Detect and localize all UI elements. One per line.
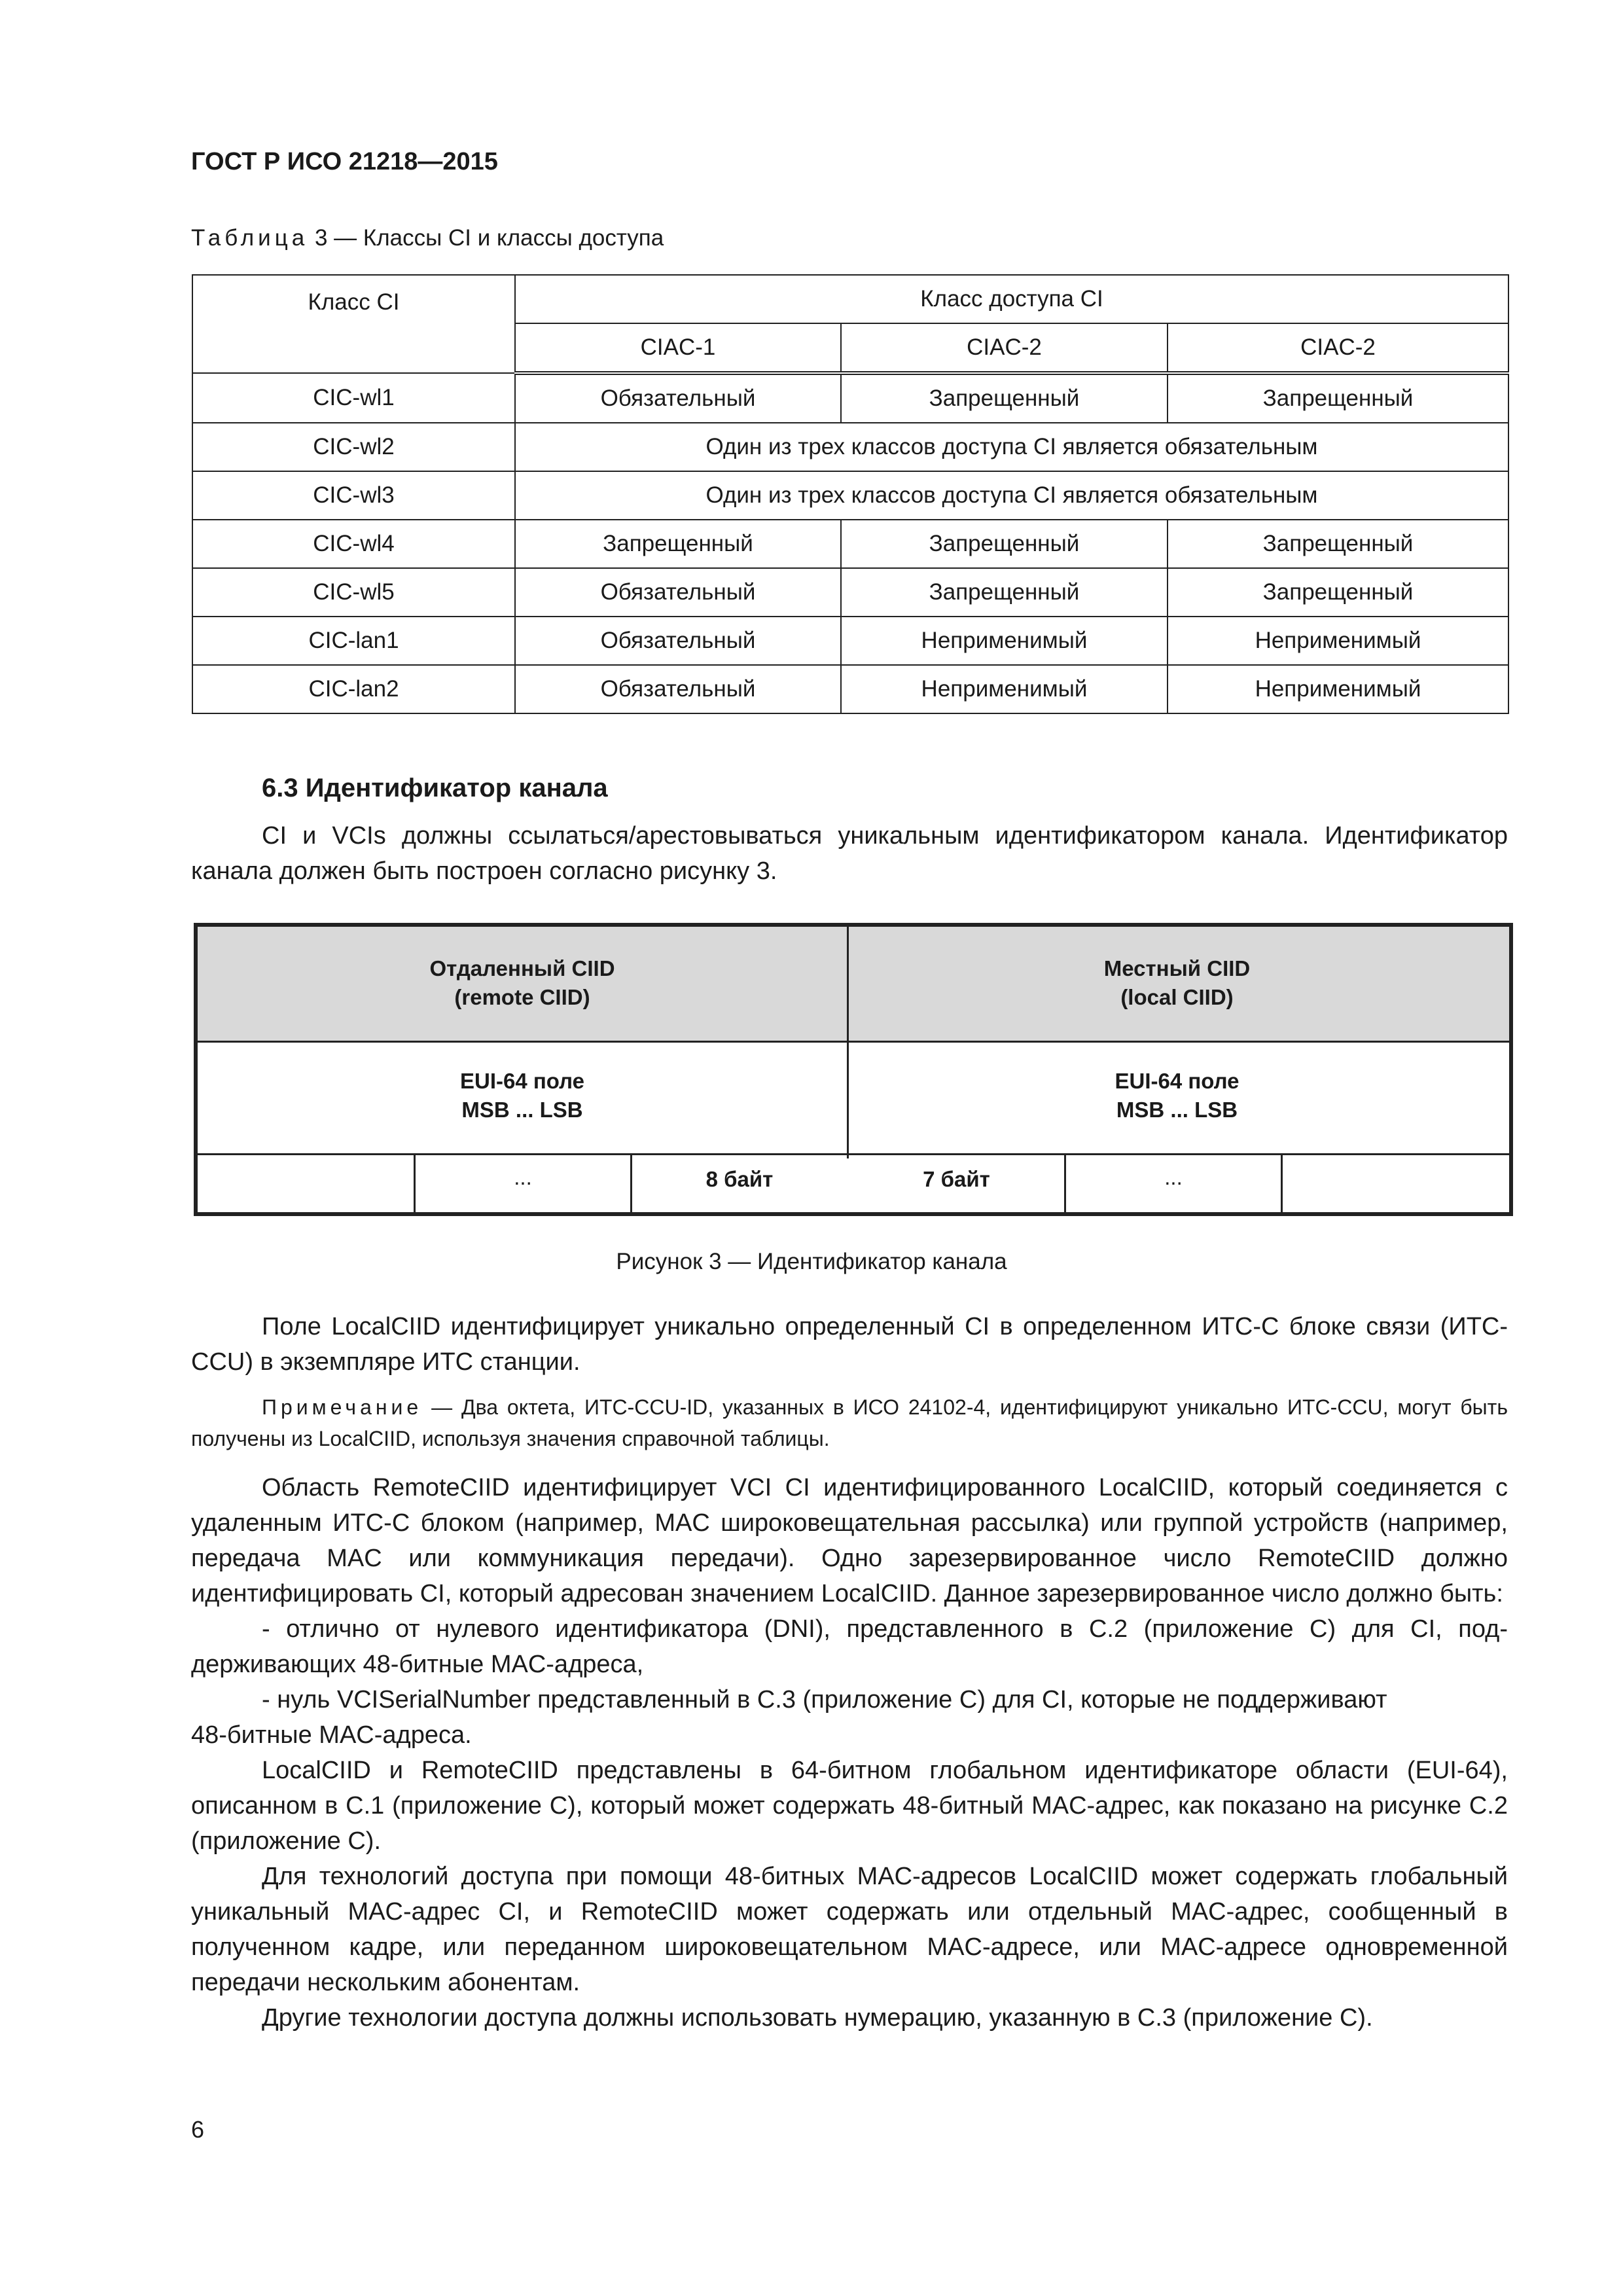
subheader-ciac: CIAC-2 [1168,323,1508,373]
paragraph: LocalCIID и RemoteCIID представлены в 64-битном глобальном идентификаторе области (EUI-64), описанном в С.1 (приложение С), который может содержать 48-битный MAC-адрес, как показано на рисунке С.2 (приложение С). [191,1757,1508,1855]
remote-eui64-field [198,1067,847,1124]
remote-ciid-title: Отдаленный CIID [429,956,615,980]
eui64-field-range: MSB ... LSB [461,1098,583,1122]
row-class: CIC-lan2 [192,665,515,713]
list-item-continuation: 48-битные MAC-адреса. [191,1721,472,1749]
eui64-field-range: MSB ... LSB [1116,1098,1238,1122]
table-row [192,471,1508,520]
table-caption-prefix: Таблица [191,225,309,251]
paragraph-localciid [191,1309,1508,1380]
local-ciid-label [849,954,1505,1012]
paragraph: Для технологий доступа при помощи 48-битных MAC-адресов LocalCIID может содержать глобальный уникальный MAC-адрес CI, и RemoteCIID может содержать или отдельный MAC-адрес, сообщенный в полученном кадре, или переданном широковещательном MAC-адресе, или MAC-адресе одновременной передачи нескольким абонентам. [191,1863,1508,1996]
table-row [192,423,1508,471]
note-label: Примечание [262,1395,423,1419]
cell-value: Запрещенный [1168,520,1508,568]
cell-value: Запрещенный [841,520,1168,568]
row-class: CIC-wl4 [192,520,515,568]
section-intro [191,818,1508,889]
cell-value: Запрещенный [841,568,1168,617]
list-item: - отлично от нулевого идентификатора (DNI), представленного в С.2 (приложение С) для CI, поддерживающих 48-битные MAC-адреса, [191,1615,1508,1678]
cell-value: Неприменимый [841,665,1168,713]
paragraph: CI и VCIs должны ссылаться/арестовываться уникальным идентификатором канала. Идентификатор канала должен быть построен согласно рисунку 3. [191,822,1508,885]
header-ci-class: Класс CI [192,275,515,373]
local-ciid-title: Местный CIID [1103,956,1251,980]
cell-merged: Один из трех классов доступа CI является обязательным [515,423,1508,471]
paragraph: Область RemoteCIID идентифицирует VCI CI идентифицированного LocalCIID, который соединяется с удаленным ИТС-С блоком (например, MAC широковещательная рассылка) или группой устройств (например, передача MAC или коммуникация передачи). Одно зарезервированное число RemoteCIID должно идентифицировать CI, который адресован значением LocalCIID. Данное зарезервированное число должно быть: [191,1474,1508,1607]
cell-merged: Один из трех классов доступа CI является обязательным [515,471,1508,520]
ci-classes-table [192,274,1509,714]
standard-header: ГОСТ Р ИСО 21218—2015 [191,148,498,175]
paragraph: Другие технологии доступа должны использовать нумерацию, указанную в С.3 (приложение С). [262,2004,1373,2032]
cell-value: Запрещенный [1168,568,1508,617]
section-title: 6.3 Идентификатор канала [262,774,608,802]
local-eui64-field [849,1067,1505,1124]
remote-ciid-label [198,954,847,1012]
subheader-ciac: CIAC-2 [841,323,1168,373]
cell-value: Обязательный [515,665,841,713]
byte-ellipsis: ... [1164,1165,1183,1189]
eui64-field-title: EUI-64 поле [1115,1069,1240,1093]
remote-ciid-sub: (remote CIID) [454,985,590,1009]
row-class: CIC-wl5 [192,568,515,617]
list-item: - нуль VCISerialNumber представленный в С.3 (приложение С) для CI, которые не поддерживают [262,1686,1387,1713]
cell-value: Неприменимый [1168,617,1508,665]
byte-ellipsis: ... [514,1165,532,1189]
cell-value: Обязательный [515,617,841,665]
byte-cell-divider [1281,1153,1283,1212]
cell-value: Запрещенный [841,373,1168,423]
header-ci-access-class: Класс доступа CI [515,275,1508,323]
table-row [192,520,1508,568]
byte-count-7: 7 байт [923,1167,990,1191]
note-body: — Два октета, ИТС-CCU-ID, указанных в ИСО 24102-4, идентифицируют уникально ИТС-CCU, могут быть получены из LocalCIID, используя значения справочной таблицы. [191,1395,1508,1450]
figure-caption: Рисунок 3 — Идентификатор канала [616,1249,1007,1274]
note-text [191,1391,1508,1454]
body-text [191,1470,1508,2036]
table-caption-rest: 3 — Классы CI и классы доступа [308,225,664,251]
note [191,1391,1508,1454]
table-row [192,665,1508,713]
table-row [192,568,1508,617]
cell-value: Запрещенный [1168,373,1508,423]
figure-divider [198,1153,1509,1155]
channel-id-figure [194,923,1513,1216]
subheader-ciac: CIAC-1 [515,323,841,373]
byte-count-8: 8 байт [705,1167,774,1191]
page-number: 6 [191,2116,205,2143]
row-class: CIC-wl2 [192,423,515,471]
table-caption [191,225,664,251]
row-class: CIC-wl3 [192,471,515,520]
cell-value: Запрещенный [515,520,841,568]
cell-value: Неприменимый [841,617,1168,665]
table-row [192,617,1508,665]
table-row [192,373,1508,423]
paragraph: Поле LocalCIID идентифицирует уникально определенный CI в определенном ИТС-С блоке связи (ИТС-CCU) в экземпляре ИТС станции. [191,1313,1508,1376]
cell-value: Неприменимый [1168,665,1508,713]
row-class: CIC-wl1 [192,373,515,423]
cell-value: Обязательный [515,373,841,423]
local-ciid-sub: (local CIID) [1120,985,1234,1009]
cell-value: Обязательный [515,568,841,617]
eui64-field-title: EUI-64 поле [459,1069,585,1093]
row-class: CIC-lan1 [192,617,515,665]
